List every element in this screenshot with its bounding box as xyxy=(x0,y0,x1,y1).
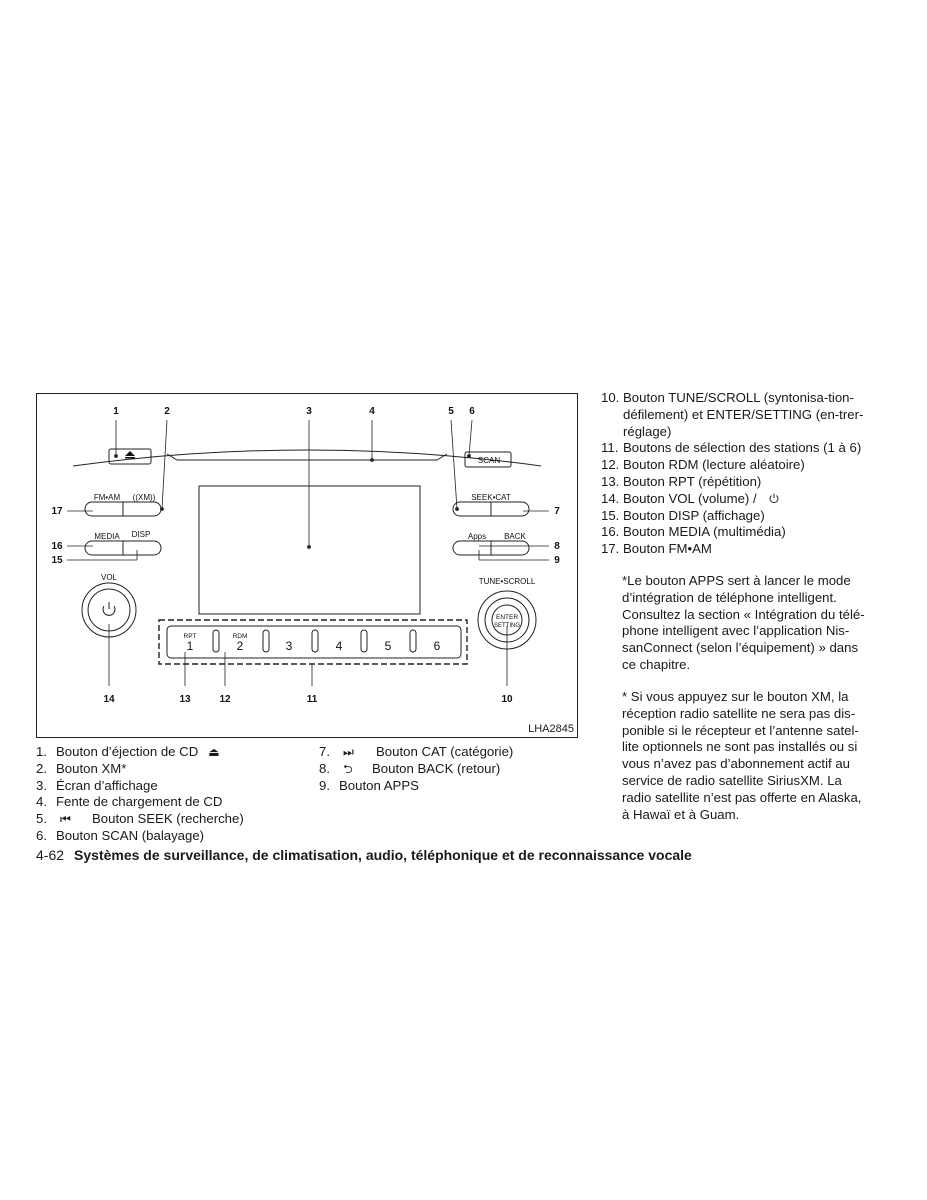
preset-label: 1 xyxy=(186,639,194,653)
legend-item: 3. Écran d’affichage xyxy=(36,777,158,793)
audio-panel-diagram xyxy=(37,394,577,737)
page-footer xyxy=(36,847,692,863)
back-icon: ⮌ xyxy=(343,761,353,776)
callout-number: 11 xyxy=(306,694,318,705)
panel-label-setting: SETTING xyxy=(493,623,521,629)
callout-number: 1 xyxy=(113,406,119,417)
page-number: 4-62 xyxy=(36,847,65,863)
callout-number: 15 xyxy=(51,555,63,566)
callout-number: 3 xyxy=(306,406,312,417)
cd-slot xyxy=(167,454,447,460)
legend-item: 13. Bouton RPT (répétition) xyxy=(601,473,762,489)
legend-item: 10. Bouton TUNE/SCROLL (syntonisa-tion-défilement) et ENTER/SETTING (en-trer-réglage) xyxy=(601,390,864,439)
legend-item: 5. ⏮ Bouton SEEK (recherche) xyxy=(36,811,244,827)
callout-number: 16 xyxy=(51,541,63,552)
legend-item: 14. Bouton VOL (volume) / xyxy=(601,491,901,508)
display-screen xyxy=(199,486,420,614)
panel-label-xm: ((XM)) xyxy=(132,493,156,502)
preset-area xyxy=(159,620,467,664)
legend-left xyxy=(36,744,244,845)
callout-number: 14 xyxy=(103,694,115,705)
panel-label-rpt: RPT xyxy=(183,633,197,640)
preset-label: 4 xyxy=(335,639,343,653)
callout-number: 13 xyxy=(179,694,191,705)
figure-id: LHA2845 xyxy=(528,723,574,735)
panel-label-vol: VOL xyxy=(100,573,118,582)
callout-number: 8 xyxy=(554,541,560,552)
panel-label-disp: DISP xyxy=(131,530,151,539)
panel-label-rdm: RDM xyxy=(232,633,248,640)
legend-item: 7. ⏭ Bouton CAT (catégorie) xyxy=(319,744,514,759)
panel-label-enter: ENTER xyxy=(495,614,519,621)
legend-item: 12. Bouton RDM (lecture aléatoire) xyxy=(601,457,805,473)
panel-label-seek-cat: SEEK•CAT xyxy=(471,493,511,502)
legend-item: 8. ⮌ Bouton BACK (retour) xyxy=(319,760,501,776)
callout-number: 6 xyxy=(469,406,475,417)
legend-item: 15. Bouton DISP (affichage) xyxy=(601,507,765,523)
power-icon xyxy=(768,492,780,504)
preset-label: 2 xyxy=(236,639,244,653)
preset-label: 3 xyxy=(285,639,293,653)
eject-icon xyxy=(125,451,135,456)
eject-icon: ⏏ xyxy=(208,745,220,759)
legend-mid xyxy=(319,744,513,794)
preset-label: 6 xyxy=(433,639,441,653)
legend-item: 16. Bouton MEDIA (multimédia) xyxy=(601,524,786,540)
panel-label-scan: SCAN xyxy=(477,456,501,465)
callout-number: 10 xyxy=(501,694,513,705)
legend-item: 2. Bouton XM* xyxy=(36,760,127,776)
callout-number: 17 xyxy=(51,506,63,517)
callout-number: 2 xyxy=(164,406,170,417)
preset-label: 5 xyxy=(384,639,392,653)
section-title: Systèmes de surveillance, de climatisation, audio, téléphonique et de reconnaissance vocale xyxy=(74,847,692,863)
callout-number: 9 xyxy=(554,555,560,566)
legend-item: 9. Bouton APPS xyxy=(319,777,419,793)
seek-back-icon: ⏮ xyxy=(60,812,71,827)
panel-label-media: MEDIA xyxy=(94,532,120,541)
panel-label-apps: Apps xyxy=(467,532,487,541)
audio-panel-figure xyxy=(36,393,578,738)
legend-item: 11. Boutons de sélection des stations (1 à 6) xyxy=(601,440,862,456)
legend-item: 4. Fente de chargement de CD xyxy=(36,794,223,810)
panel-label-back: BACK xyxy=(504,532,526,541)
seek-forward-icon: ⏭ xyxy=(343,745,354,759)
callout-number: 12 xyxy=(219,694,231,705)
panel-label-fm-am: FM•AM xyxy=(93,493,121,502)
note-xm: * Si vous appuyez sur le bouton XM, la réception radio satellite ne sera pas dis-ponible si le récepteur et l’antenne satel-lite optionnels ne sont pas installés ou si vous n’avez pas d’abonnement actif au service de radio satellite SiriusXM. La radio satellite n’est pas offerte en Alaska, à Hawaï et à Guam. xyxy=(622,689,862,822)
callout-number: 4 xyxy=(369,406,375,417)
legend-item: 6. Bouton SCAN (balayage) xyxy=(36,827,205,843)
panel-label-tune-scroll: TUNE•SCROLL xyxy=(478,577,536,586)
legend-right xyxy=(601,390,901,558)
callout-number: 7 xyxy=(554,506,560,517)
note-apps: *Le bouton APPS sert à lancer le mode d’intégration de téléphone intelligent. Consultez la section « Intégration du télé-phone intelligent avec l’application Nis-sanConnect (selon l’équipement) » dans ce chapitre. xyxy=(622,573,865,672)
legend-item: 1. Bouton d’éjection de CD ⏏ xyxy=(36,744,220,759)
callout-number: 5 xyxy=(448,406,454,417)
legend-item: 17. Bouton FM•AM xyxy=(601,541,712,557)
